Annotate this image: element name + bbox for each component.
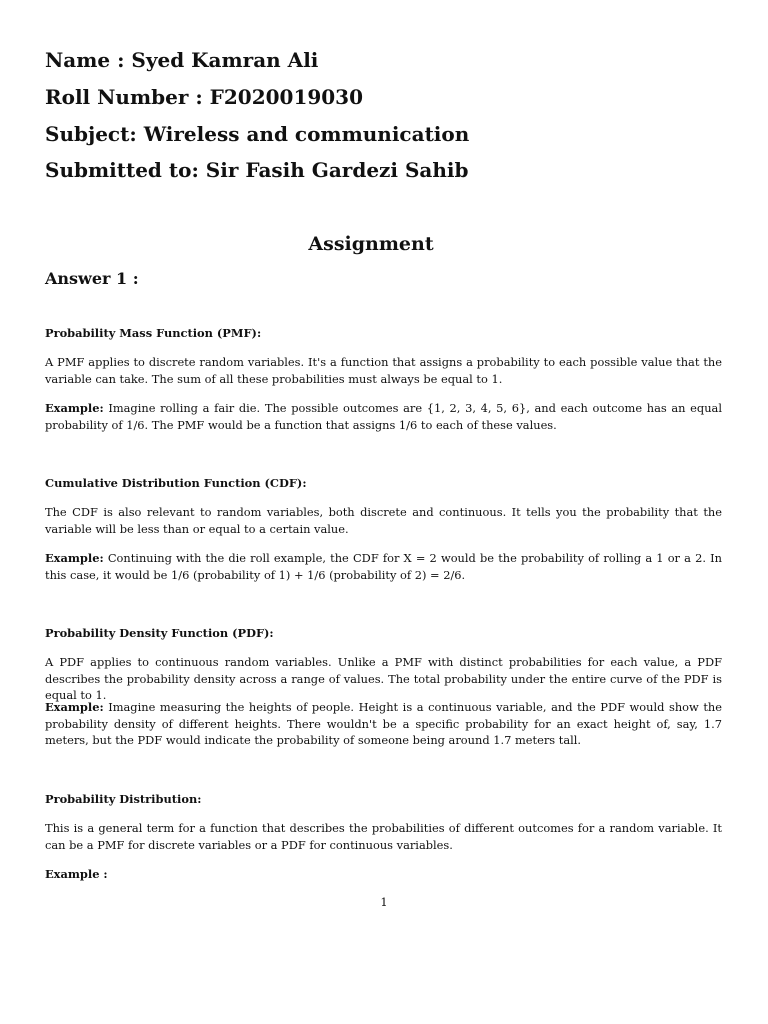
example-label: Example:	[45, 551, 104, 565]
example-label: Example:	[45, 401, 104, 415]
section-heading-pdf: Probability Density Function (PDF):	[45, 626, 274, 640]
student-name: Name : Syed Kamran Ali	[45, 48, 319, 72]
answer-heading: Answer 1 :	[45, 269, 139, 288]
section-description-distribution: This is a general term for a function that describes the probabilities of different outcomes for a random variable. It can be a PMF for discrete variables or a PDF for continuous variables.	[45, 821, 722, 852]
section-description-cdf: The CDF is also relevant to random variables, both discrete and continuous. It tells you the probability that the variable will be less than or equal to a certain value.	[45, 505, 722, 536]
example-label: Example :	[45, 867, 108, 881]
section-example-distribution	[45, 866, 722, 883]
section-heading-pmf: Probability Mass Function (PMF):	[45, 326, 262, 340]
example-text: Imagine measuring the heights of people. Height is a continuous variable, and the PDF would show the probability density of different heights. There wouldn't be a specific probability for an exact height of, say, 1.7 meters, but the PDF would indicate the probability of someone being around 1.7 meters tall.	[45, 700, 722, 747]
section-description-pmf: A PMF applies to discrete random variables. It's a function that assigns a probability to each possible value that the variable can take. The sum of all these probabilities must always be equal to 1.	[45, 355, 722, 386]
roll-number: Roll Number : F2020019030	[45, 85, 364, 109]
submitted-to: Submitted to: Sir Fasih Gardezi Sahib	[45, 158, 469, 182]
example-label: Example:	[45, 700, 104, 714]
section-heading-cdf: Cumulative Distribution Function (CDF):	[45, 476, 307, 490]
section-example-pmf	[45, 400, 722, 433]
subject-line: Subject: Wireless and communication	[45, 122, 470, 146]
example-text: Imagine rolling a fair die. The possible outcomes are {1, 2, 3, 4, 5, 6}, and each outcome has an equal probability of 1/6. The PMF would be a function that assigns 1/6 to each of these values.	[45, 401, 722, 432]
page-number: 1	[380, 895, 388, 909]
section-example-cdf	[45, 550, 722, 583]
example-text: Continuing with the die roll example, the CDF for X = 2 would be the probability of rolling a 1 or a 2. In this case, it would be 1/6 (probability of 1) + 1/6 (probability of 2) = 2/6.	[45, 551, 722, 582]
document-title: Assignment	[308, 233, 434, 255]
section-example-pdf	[45, 699, 722, 749]
section-heading-distribution: Probability Distribution:	[45, 792, 202, 806]
section-description-pdf: A PDF applies to continuous random variables. Unlike a PMF with distinct probabilities for each value, a PDF describes the probability density across a range of values. The total probability under the entire curve of the PDF is equal to 1.	[45, 655, 722, 702]
